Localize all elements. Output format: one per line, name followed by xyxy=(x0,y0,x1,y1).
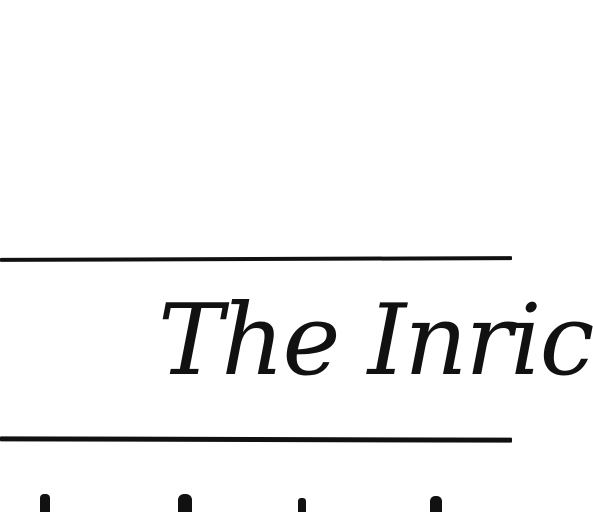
cropped-text-fragment xyxy=(430,496,442,512)
cropped-text-fragment xyxy=(178,494,192,512)
top-rule-line xyxy=(0,256,512,262)
cropped-text-fragment xyxy=(298,498,306,512)
bottom-rule-line xyxy=(0,436,512,442)
page-heading-fragment: The Inric xyxy=(158,284,593,398)
cropped-text-fragment xyxy=(40,494,50,512)
